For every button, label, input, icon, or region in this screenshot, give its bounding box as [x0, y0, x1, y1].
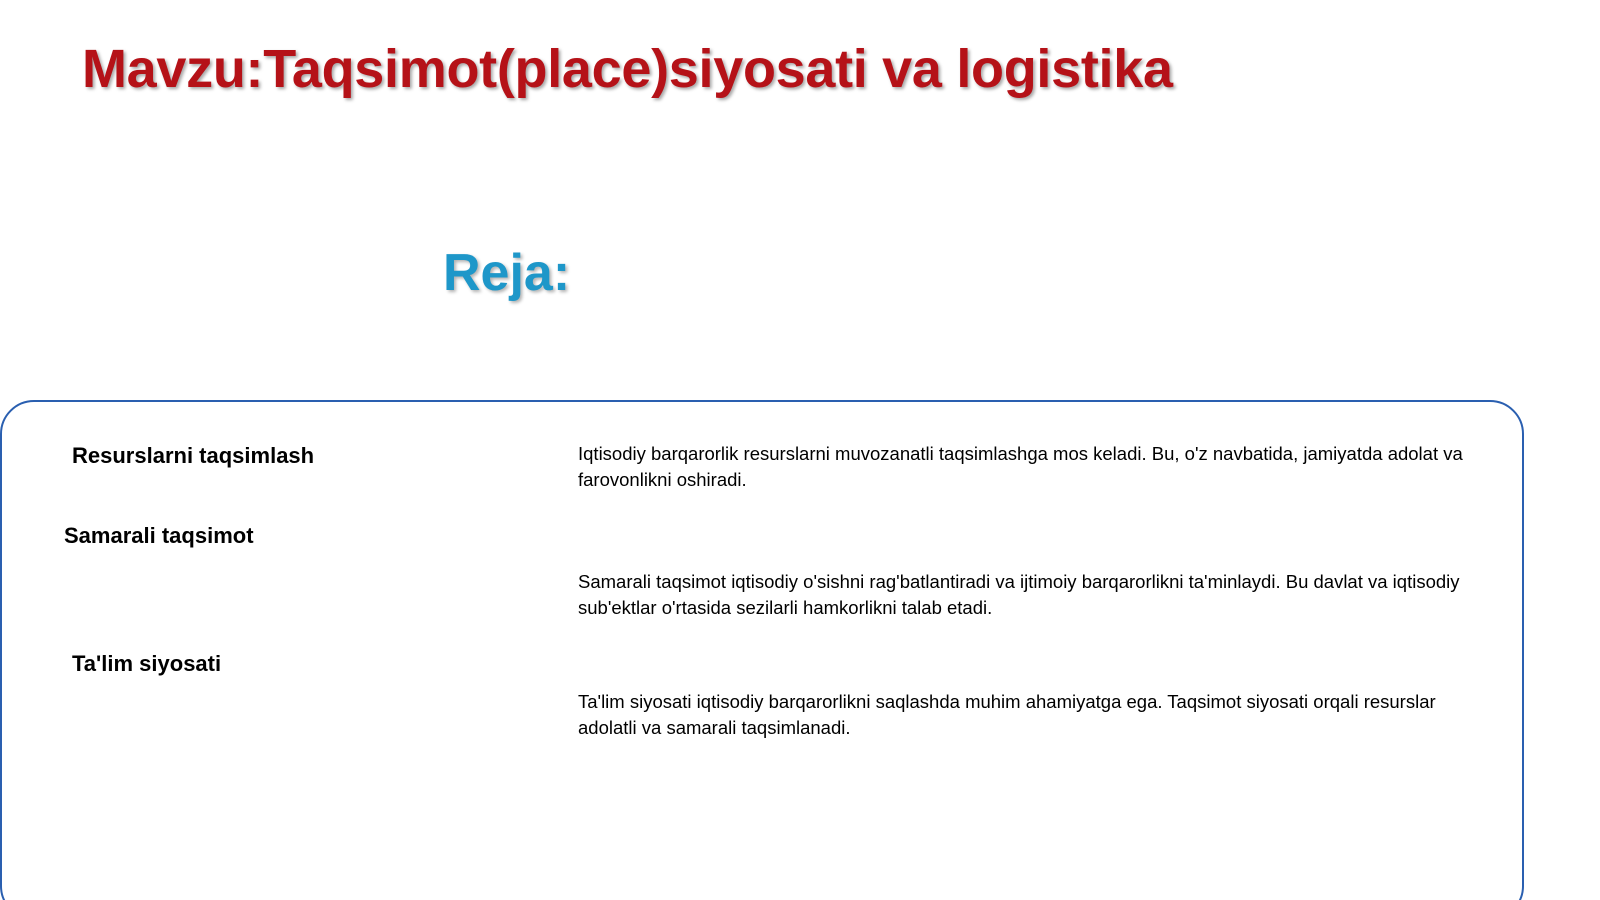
- topic-text-resource-allocation: Iqtisodiy barqarorlik resurslarni muvozanatli taqsimlashga mos keladi. Bu, o'z navbatida, jamiyatda adolat va farovonlikni oshiradi.: [578, 443, 1463, 490]
- topic-text-education-policy: Ta'lim siyosati iqtisodiy barqarorlikni saqlashda muhim ahamiyatga ega. Taqsimot siyosati orqali resurslar adolatli va samarali taqsimlanadi.: [578, 691, 1436, 738]
- topic-label-efficient-distribution: Samarali taqsimot: [64, 523, 254, 548]
- topic-label-resource-allocation: Resurslarni taqsimlash: [72, 443, 315, 468]
- topic-text-efficient-distribution: Samarali taqsimot iqtisodiy o'sishni rag'batlantiradi va ijtimoiy barqarorlikni ta'minlaydi. Bu davlat va iqtisodiy sub'ektlar o'rtasida sezilarli hamkorlikni talab etadi.: [578, 571, 1460, 618]
- plan-heading: Reja:: [443, 244, 571, 302]
- topic-label-education-policy: Ta'lim siyosati: [72, 651, 222, 676]
- slide-title: Mavzu:Taqsimot(place)siyosati va logistika: [82, 39, 1173, 99]
